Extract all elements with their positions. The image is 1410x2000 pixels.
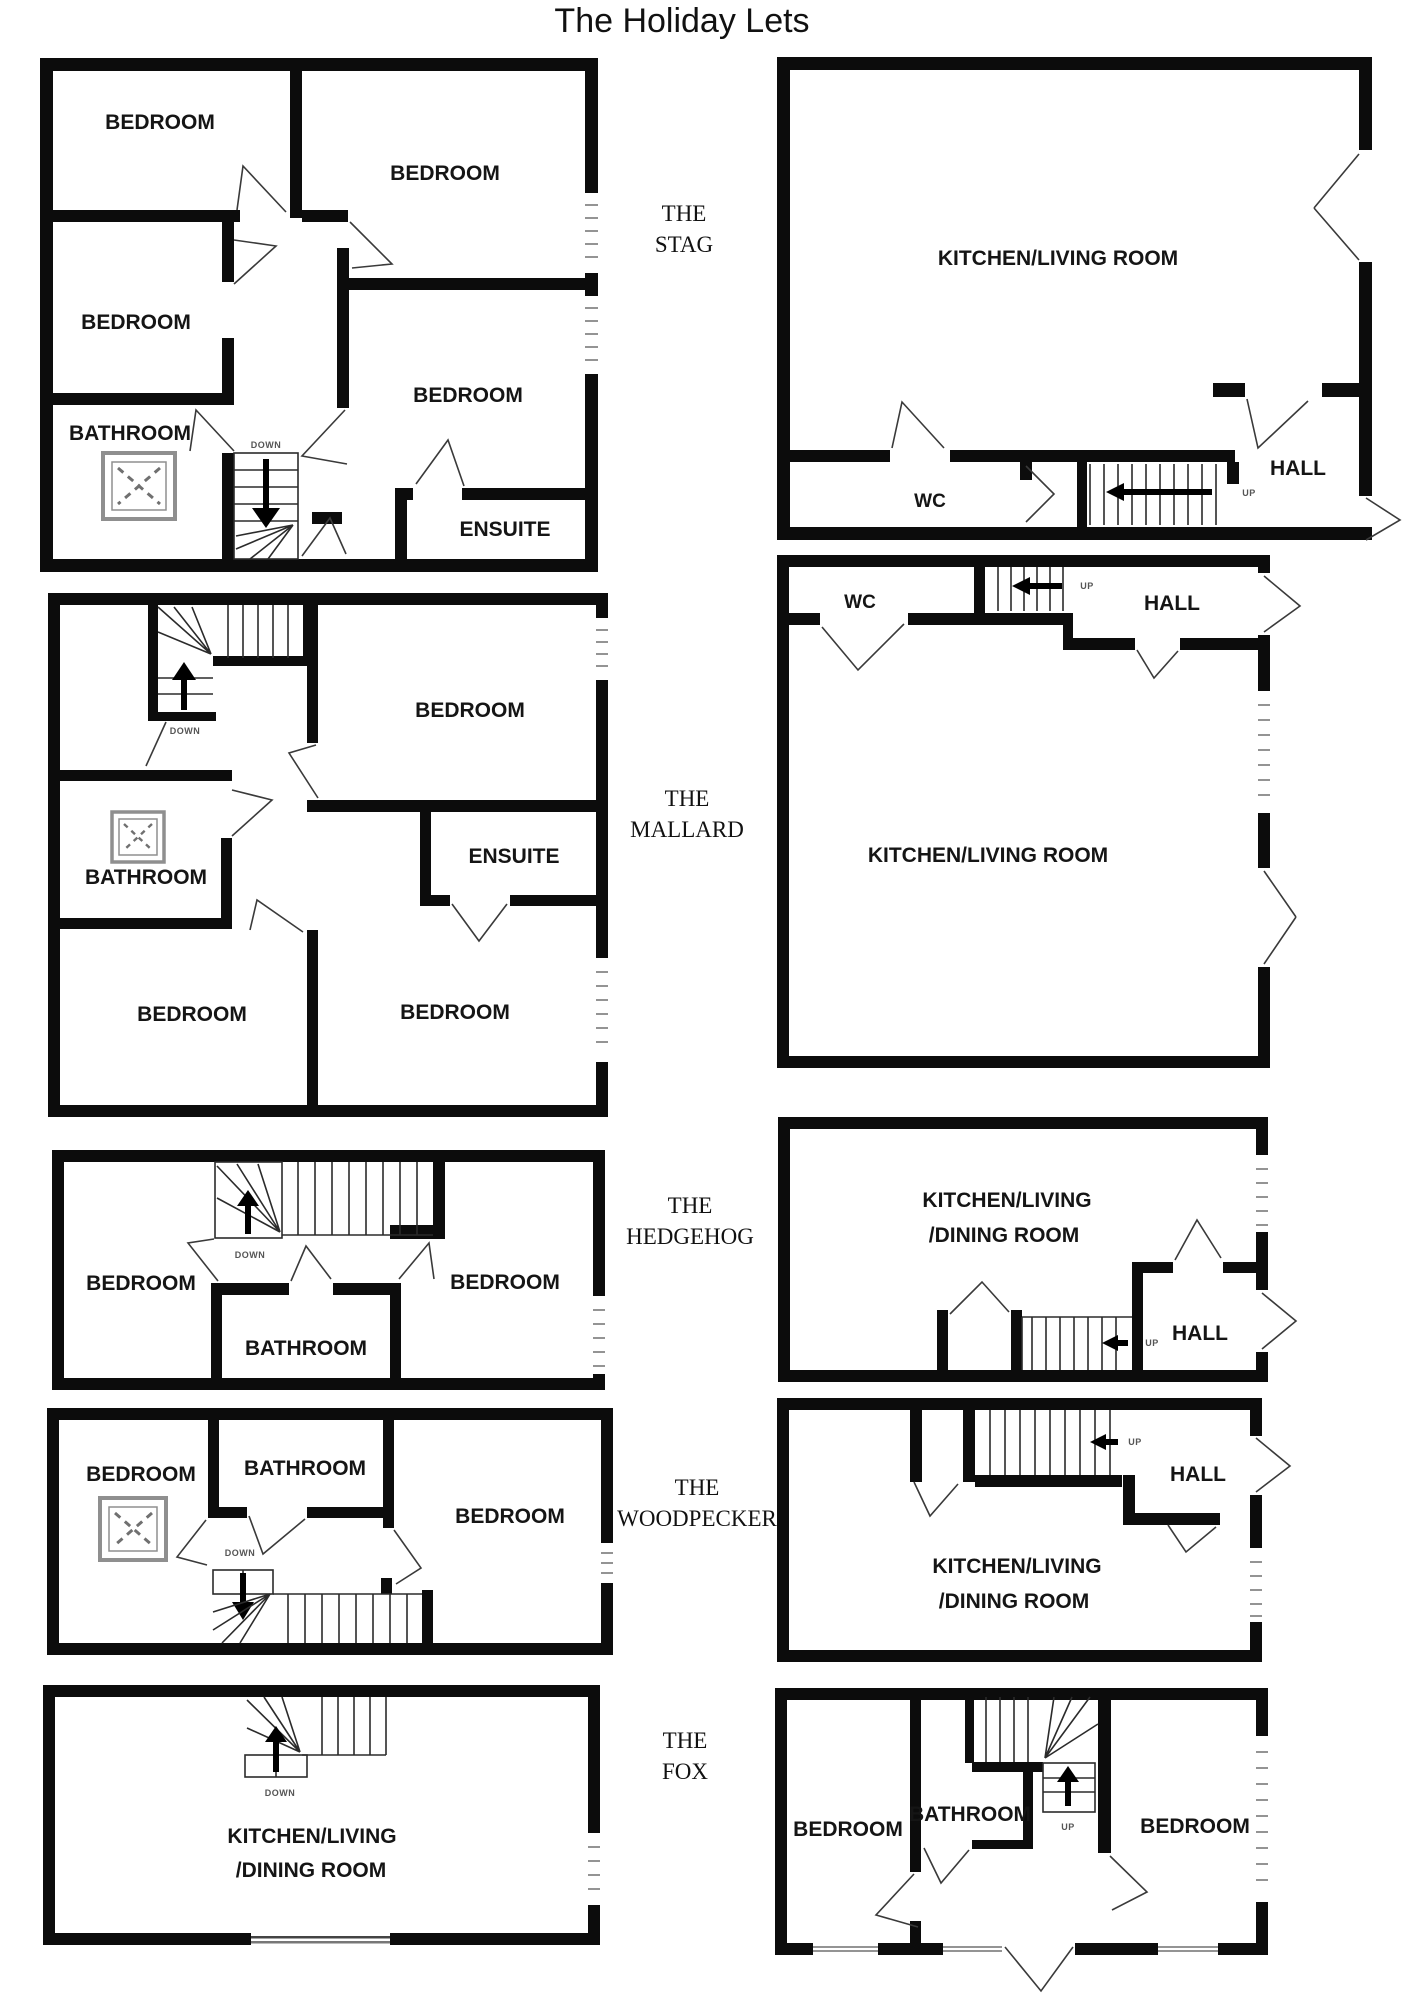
house-label-line: WOODPECKER	[617, 1506, 777, 1531]
room-label: BATHROOM	[84, 866, 208, 889]
stairs-down-icon	[234, 453, 298, 559]
room-label: BEDROOM	[390, 162, 500, 185]
patio-door-icon	[1314, 150, 1372, 262]
stair-direction-label: UP	[1128, 1437, 1142, 1447]
stair-direction-label: DOWN	[250, 440, 282, 450]
room-label: /DINING ROOM	[928, 1224, 1080, 1247]
floorplan-hedgehog-first-floor	[52, 1150, 605, 1390]
room-label: BEDROOM	[450, 1271, 560, 1294]
house-label-line: MALLARD	[630, 817, 744, 842]
floorplan-mallard-first-floor	[48, 593, 608, 1117]
stairs-down-icon	[245, 1697, 386, 1777]
house-label-line: THE	[661, 201, 707, 226]
stairs-up-icon	[998, 567, 1063, 611]
room-label: BEDROOM	[400, 1001, 510, 1024]
window-icon	[1256, 1155, 1268, 1232]
floorplan-woodpecker-first-floor	[47, 1408, 613, 1655]
stair-direction-label: DOWN	[224, 1548, 256, 1558]
door-swing-icon	[822, 624, 1178, 678]
floorplan-woodpecker-ground-floor	[777, 1398, 1290, 1662]
room-label: BEDROOM	[793, 1818, 903, 1841]
stair-direction-label: UP	[1242, 488, 1256, 498]
front-door-icon	[1258, 573, 1300, 635]
floorplan-stag-first-floor	[40, 58, 598, 572]
room-label: BATHROOM	[908, 1803, 1032, 1826]
stairs-down-icon	[146, 605, 288, 766]
room-label: HALL	[1270, 457, 1326, 480]
room-label: BEDROOM	[1140, 1815, 1250, 1838]
floorplan-mallard-ground-floor	[777, 555, 1300, 1068]
stair-direction-label: UP	[1061, 1822, 1075, 1832]
stairs-up-icon	[990, 1410, 1118, 1475]
shower-icon	[100, 1498, 166, 1560]
window-icon	[593, 1296, 605, 1374]
window-icon	[588, 1833, 600, 1905]
room-label: WC	[844, 592, 876, 613]
room-label: KITCHEN/LIVING ROOM	[867, 844, 1109, 867]
room-label: /DINING ROOM	[938, 1590, 1090, 1613]
room-label: KITCHEN/LIVING	[922, 1189, 1092, 1212]
room-label: HALL	[1172, 1322, 1228, 1345]
page-title: The Holiday Lets	[554, 2, 810, 40]
shower-icon	[112, 812, 164, 862]
house-label-line: THE	[662, 1728, 708, 1753]
room-label: /DINING ROOM	[235, 1859, 387, 1882]
house-label-line: THE	[667, 1193, 713, 1218]
room-label: BEDROOM	[86, 1272, 196, 1295]
house-label-line: FOX	[661, 1759, 708, 1784]
door-swing-icon	[188, 1239, 434, 1281]
window-icon	[1258, 691, 1270, 813]
room-label: KITCHEN/LIVING	[932, 1555, 1102, 1578]
room-label: BEDROOM	[81, 311, 191, 334]
room-label: HALL	[1170, 1463, 1226, 1486]
room-label: BEDROOM	[413, 384, 523, 407]
window-icon	[1250, 1548, 1262, 1622]
stair-direction-label: UP	[1080, 581, 1094, 591]
floorplan-stag-ground-floor	[777, 57, 1400, 540]
patio-door-icon	[251, 1936, 390, 1944]
house-label-line: STAG	[654, 232, 714, 257]
stairs-up-icon	[986, 1697, 1098, 1812]
house-label-line: HEDGEHOG	[626, 1224, 754, 1249]
stairs-up-icon	[1022, 1317, 1132, 1370]
stair-direction-label: UP	[1145, 1338, 1159, 1348]
room-label: BATHROOM	[243, 1457, 367, 1480]
floorplan-hedgehog-ground-floor	[778, 1117, 1296, 1382]
room-label: BEDROOM	[415, 699, 525, 722]
room-label: BEDROOM	[105, 111, 215, 134]
room-label: BATHROOM	[68, 422, 192, 445]
door-swing-icon	[232, 745, 507, 941]
house-label-line: THE	[664, 786, 710, 811]
room-label: ENSUITE	[468, 845, 560, 868]
room-label: WC	[914, 491, 946, 512]
room-label: KITCHEN/LIVING	[227, 1825, 397, 1848]
room-label: BATHROOM	[244, 1337, 368, 1360]
room-label: BEDROOM	[137, 1003, 247, 1026]
floorplan-fox-ground-floor	[775, 1688, 1268, 1991]
shower-icon	[103, 453, 175, 519]
stair-direction-label: DOWN	[169, 726, 201, 736]
stair-direction-label: DOWN	[264, 1788, 296, 1798]
walls	[777, 555, 1270, 1068]
house-label-line: THE	[674, 1475, 720, 1500]
room-label: BEDROOM	[86, 1463, 196, 1486]
room-label: KITCHEN/LIVING ROOM	[937, 247, 1179, 270]
stair-direction-label: DOWN	[234, 1250, 266, 1260]
stairs-up-icon	[1090, 464, 1216, 525]
front-door-icon	[1256, 1290, 1296, 1352]
room-label: BEDROOM	[455, 1505, 565, 1528]
floorplan-fox-first-floor	[43, 1685, 600, 1945]
window-icon	[601, 1543, 613, 1583]
front-door-icon	[1250, 1436, 1290, 1495]
room-label: HALL	[1144, 592, 1200, 615]
stairs-down-icon	[215, 1162, 433, 1238]
room-label: ENSUITE	[459, 518, 551, 541]
patio-door-icon	[1258, 868, 1296, 967]
front-door-icon	[1002, 1943, 1075, 1991]
